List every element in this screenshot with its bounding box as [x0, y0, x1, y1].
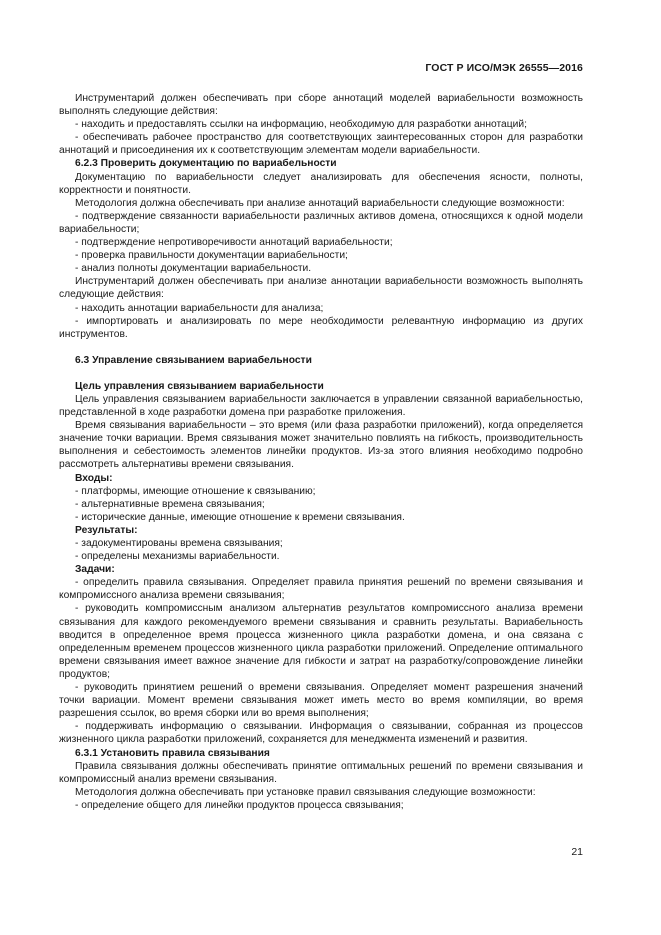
list-item: - определить правила связывания. Определяет правила принятия решений по времени связывания и компромиссного анализа времени связывания; — [59, 577, 583, 602]
document-header: ГОСТ Р ИСО/МЭК 26555—2016 — [425, 62, 583, 74]
list-item: - находить аннотации вариабельности для анализа; — [75, 302, 324, 314]
list-item: - импортировать и анализировать по мере необходимости релевантную информацию из других инструментов. — [59, 315, 583, 340]
list-item: - подтверждение связанности вариабельности различных активов домена, относящихся к одной модели вариабельности; — [59, 210, 583, 235]
list-item: - определены механизмы вариабельности. — [75, 551, 280, 563]
tasks-heading: Задачи: — [75, 564, 115, 576]
list-item: - исторические данные, имеющие отношение к времени связывания. — [75, 511, 405, 523]
list-item: - анализ полноты документации вариабельности. — [75, 263, 312, 275]
list-item: - руководить компромиссным анализом альтернатив результатов компромиссного анализа времени связывания для каждого рекомендуемого времени связывания и сравнить результаты. Вариабельность вводится в определенное время процесса жизненного цикла разработки домена, и она связана с определенным временем процессов жизненного цикла разработки приложений. Определение оптимального времени связывания имеет важное значение для гибкости и затрат на разработку/сопровождение линейки продуктов; — [59, 603, 583, 680]
section-heading: 6.3.1 Установить правила связывания — [75, 747, 270, 759]
paragraph: Инструментарий должен обеспечивать при сборе аннотаций моделей вариабельности возможность выполнять следующие действия: — [59, 93, 583, 118]
paragraph: Время связывания вариабельности – это время (или фаза разработки приложений), когда определяется значение точки вариации. Время связывания может значительно повлиять на гибкость, производительность выполнения и себестоимость элементов линейки продуктов. Из-за этого влияния необходимо подробно рассмотреть альтернативы времени связывания. — [59, 420, 583, 471]
list-item: - поддерживать информацию о связывании. Информация о связывании, собранная из процессов жизненного цикла разработки приложений, сохраняется для менеджмента изменений и развития. — [59, 721, 583, 746]
paragraph: Методология должна обеспечивать при анализе аннотаций вариабельности следующие возможности: — [75, 197, 565, 209]
list-item: - определение общего для линейки продуктов процесса связывания; — [75, 799, 404, 811]
list-item: - находить и предоставлять ссылки на информацию, необходимую для разработки аннотаций; — [75, 119, 527, 131]
paragraph: Документацию по вариабельности следует анализировать для обеспечения ясности, полноты, корректности и понятности. — [59, 171, 583, 196]
list-item: - подтверждение непротиворечивости аннотаций вариабельности; — [75, 237, 393, 249]
subsection-heading: Цель управления связыванием вариабельности — [75, 380, 324, 392]
paragraph: Цель управления связыванием вариабельности заключается в управлении связанной вариабельностью, представленной в ходе разработки домена при разработке приложения. — [59, 393, 583, 419]
section-heading: 6.2.3 Проверить документацию по вариабельности — [75, 158, 337, 170]
list-item: - проверка правильности документации вариабельности; — [75, 250, 348, 262]
paragraph: Правила связывания должны обеспечивать принятие оптимальных решений по времени связывания и компромиссный анализ времени связывания. — [59, 760, 583, 785]
list-item: - платформы, имеющие отношение к связыванию; — [75, 485, 316, 497]
document-body — [59, 92, 583, 812]
paragraph: Инструментарий должен обеспечивать при анализе аннотации вариабельности возможность выполнять следующие действия: — [59, 276, 583, 301]
list-item: - задокументированы времена связывания; — [75, 538, 283, 549]
results-heading: Результаты: — [75, 524, 138, 536]
paragraph: Методология должна обеспечивать при установке правил связывания следующие возможности: — [75, 786, 536, 798]
inputs-heading: Входы: — [75, 472, 113, 484]
section-heading: 6.3 Управление связыванием вариабельности — [75, 354, 312, 366]
list-item: - обеспечивать рабочее пространство для соответствующих заинтересованных сторон для разработки аннотаций и присоединения их к соответствующим элементам модели вариабельности. — [59, 132, 583, 157]
list-item: - альтернативные времена связывания; — [75, 498, 265, 510]
page-number: 21 — [571, 846, 583, 858]
list-item: - руководить принятием решений о времени связывания. Определяет момент разрешения значений точки вариации. Момент времени связывания может иметь место во время компиляции, во время разрешения ссылок, во время сборки или во время выполнения; — [59, 682, 583, 720]
